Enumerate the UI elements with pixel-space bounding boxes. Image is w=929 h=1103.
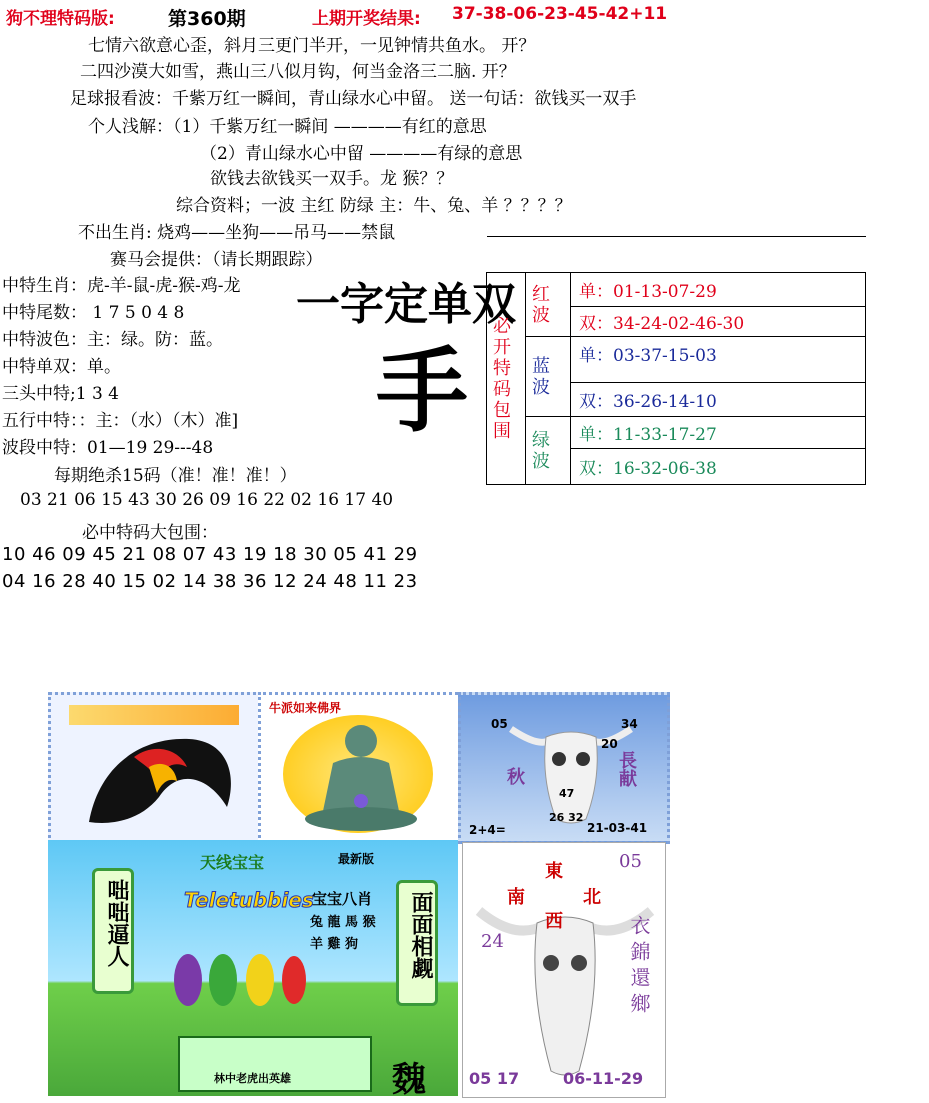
panel-tele-char: 魏 bbox=[392, 1060, 426, 1096]
panel-tele-new: 最新版 bbox=[338, 852, 375, 866]
site-title: 狗不理特码版: bbox=[6, 9, 115, 29]
teletubbies-icon bbox=[168, 940, 308, 1010]
stat-color: 中特波色：主：绿。防：蓝。 bbox=[2, 330, 223, 350]
pack-line-1: 10 46 09 45 21 08 07 43 19 18 30 05 41 29 bbox=[2, 544, 418, 565]
group-blue-odd: 单：03-37-15-03 bbox=[571, 337, 866, 383]
stat-head: 三头中特;1 3 4 bbox=[2, 384, 119, 404]
panel-tele-left-box: 咄咄逼人 bbox=[92, 868, 134, 994]
panel-tele-right-box: 面面相觑 bbox=[396, 880, 438, 1006]
panel-skull-sky bbox=[458, 692, 670, 844]
compass-west: 西 bbox=[545, 911, 563, 932]
panel-skull-br: 21-03-41 bbox=[587, 821, 648, 835]
panel-compass-bottom-left: 05 17 bbox=[469, 1069, 520, 1088]
compass-east: 東 bbox=[545, 861, 563, 882]
panel-tele-bao: 宝宝八肖 bbox=[312, 890, 373, 908]
compass-south: 南 bbox=[507, 887, 525, 908]
group-green-name: 绿波 bbox=[526, 417, 571, 485]
flame-icon bbox=[79, 727, 239, 827]
group-red-odd: 单：01-13-07-29 bbox=[571, 273, 866, 307]
stat-range: 波段中特：01—19 29---48 bbox=[2, 438, 214, 458]
panel-flame-banner bbox=[69, 705, 239, 725]
compass-north: 北 bbox=[583, 887, 601, 908]
kill-label: 每期绝杀15码（准！准！准！） bbox=[54, 466, 297, 486]
kill-numbers: 03 21 06 15 43 30 26 09 16 22 02 16 17 40 bbox=[20, 490, 394, 510]
buddha-icon bbox=[301, 719, 421, 833]
panel-compass-top: 05 bbox=[619, 851, 642, 872]
poem-line-6: 欲钱去欲钱买一双手。龙 猴？？ bbox=[210, 169, 454, 189]
panel-skull-tl: 05 bbox=[491, 717, 508, 731]
group-red-name: 红波 bbox=[526, 273, 571, 337]
poem-line-8: 不出生肖: 烧鸡——坐狗——吊马——禁鼠 bbox=[78, 223, 396, 243]
panel-skull-tr: 34 bbox=[621, 717, 638, 731]
poem-line-5: （2）青山绿水心中留 ————有绿的意思 bbox=[200, 144, 523, 164]
last-result-numbers: 37-38-06-23-45-42+11 bbox=[452, 4, 668, 24]
panel-skull-n2: 26 32 bbox=[549, 811, 584, 824]
numbers-table bbox=[486, 236, 866, 485]
panel-skull-n: 47 bbox=[559, 787, 575, 800]
group-red-even: 双：34-24-02-46-30 bbox=[571, 307, 866, 337]
panel-skull-mid: 20 bbox=[601, 737, 618, 751]
panel-tele-animals: 兔 龍 馬 猴 羊 雞 狗 bbox=[310, 915, 376, 952]
issue-number: 第360期 bbox=[168, 8, 246, 30]
panel-skull-compass bbox=[462, 842, 666, 1098]
panel-skull-right: 長献 bbox=[616, 751, 637, 787]
panel-tele-bottom-box: 林中老虎出英雄 bbox=[178, 1036, 372, 1092]
panel-compass-24: 24 bbox=[481, 931, 504, 952]
poem-line-1: 七情六欲意心歪，斜月三更门半开，一见钟情共鱼水。 开？ bbox=[88, 36, 536, 56]
stat-tail: 中特尾数： 1 7 5 0 4 8 bbox=[2, 303, 185, 323]
group-green-even: 双：16-32-06-38 bbox=[571, 449, 866, 485]
group-blue-even: 双：36-26-14-10 bbox=[571, 383, 866, 417]
panel-tele-brand: Teletubbies bbox=[184, 888, 314, 912]
group-blue-name: 蓝波 bbox=[526, 337, 571, 417]
poem-line-3: 足球报看波：千紫万红一瞬间，青山绿水心中留。 送一句话：欲钱买一双手 bbox=[70, 89, 637, 109]
poem-line-2: 二四沙漠大如雪，燕山三八似月钩，何当金洛三二脑. 开？ bbox=[80, 62, 516, 82]
poem-line-7: 综合资料；一波 主红 防绿 主：牛、兔、羊 ？？？？ bbox=[176, 196, 572, 216]
panel-tele-top: 天线宝宝 bbox=[200, 853, 265, 872]
table-side-label: 必开特码包围 bbox=[487, 273, 526, 485]
poem-line-9: 赛马会提供：（请长期跟踪） bbox=[110, 250, 323, 270]
panel-compass-bottom-right: 06-11-29 bbox=[563, 1069, 644, 1088]
table-top-band bbox=[487, 237, 866, 273]
panel-skull-left: 秋 bbox=[504, 767, 525, 785]
panel-compass-vertical: 衣錦還鄉 bbox=[627, 915, 651, 1019]
panel-flame bbox=[48, 692, 264, 844]
panel-buddha bbox=[258, 692, 464, 844]
pack-label: 必中特码大包围： bbox=[82, 523, 218, 543]
panel-skull-bl: 2+4= bbox=[469, 823, 506, 837]
stat-zodiac: 中特生肖：虎-羊-鼠-虎-猴-鸡-龙 bbox=[2, 276, 241, 296]
panel-teletubbies bbox=[48, 840, 458, 1096]
stat-element: 五行中特：：主：（水）（木）准] bbox=[2, 411, 239, 431]
poem-line-4: 个人浅解：（1）千紫万红一瞬间 ————有红的意思 bbox=[88, 117, 487, 137]
pack-line-2: 04 16 28 40 15 02 14 38 36 12 24 48 11 23 bbox=[2, 571, 418, 592]
panel-buddha-title: 牛派如来佛界 bbox=[269, 701, 342, 715]
big-slogan: 一字定单双 bbox=[296, 279, 516, 330]
group-green-odd: 单：11-33-17-27 bbox=[571, 417, 866, 449]
stat-odd-even: 中特单双：单。 bbox=[2, 357, 121, 377]
big-character: 手 bbox=[376, 337, 469, 445]
last-result-label: 上期开奖结果: bbox=[312, 9, 421, 29]
